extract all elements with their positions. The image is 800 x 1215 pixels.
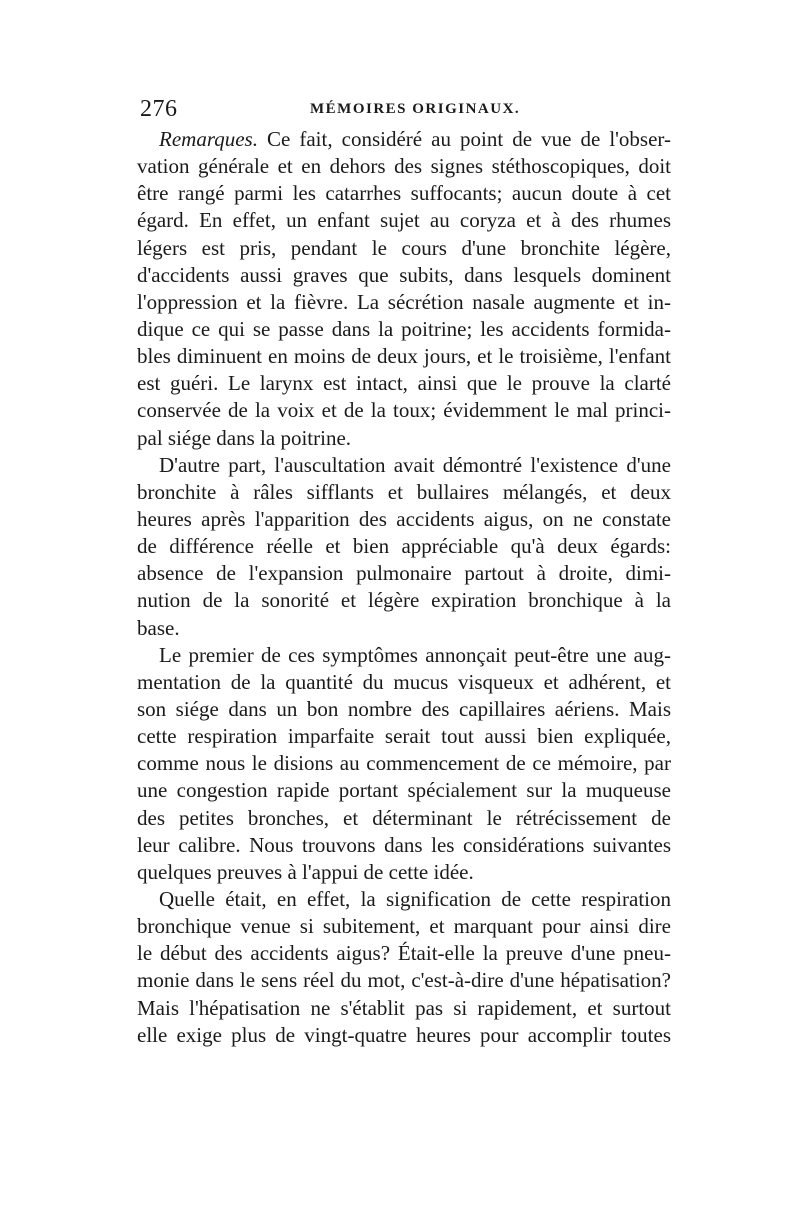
text-line: son siége dans un bon nombre des capillaires aériens. Mais: [137, 696, 671, 721]
text-line: bles diminuent en moins de deux jours, et le troisième, l'enfant: [137, 344, 671, 369]
text-line: vation générale et en dehors des signes stéthoscopiques, doit: [137, 154, 671, 179]
text-line: heures après l'apparition des accidents aigus, on ne constate: [137, 506, 671, 531]
text-line: Mais l'hépatisation ne s'établit pas si rapidement, et surtout: [137, 995, 671, 1020]
text-line: mentation de la quantité du mucus visqueux et adhérent, et: [137, 669, 671, 694]
text-line: des petites bronches, et déterminant le rétrécissement de: [137, 805, 671, 830]
text-line: monie dans le sens réel du mot, c'est-à-dire d'une hépatisation?: [137, 968, 671, 993]
page-number: 276: [140, 96, 178, 122]
text-line: Remarques. Ce fait, considéré au point de vue de l'obser-: [159, 127, 671, 151]
text-line: nution de la sonorité et légère expiration bronchique à la: [137, 588, 671, 613]
text-line: base.: [137, 615, 180, 640]
text-line: de différence réelle et bien appréciable qu'à deux égards:: [137, 534, 671, 559]
text-line: comme nous le disions au commencement de ce mémoire, par: [137, 751, 671, 776]
text-line: une congestion rapide portant spécialement sur la muqueuse: [137, 778, 671, 803]
remarks-label: Remarques.: [159, 127, 258, 151]
text-line: bronchique venue si subitement, et marquant pour ainsi dire: [137, 914, 671, 939]
text-line: légers est pris, pendant le cours d'une bronchite légère,: [137, 235, 671, 260]
text-line: cette respiration imparfaite serait tout aussi bien expliquée,: [137, 724, 671, 749]
text-line: égard. En effet, un enfant sujet au coryza et à des rhumes: [137, 208, 671, 233]
text-line: conservée de la voix et de la toux; évidemment le mal princi-: [137, 398, 671, 423]
text-line: est guéri. Le larynx est intact, ainsi que le prouve la clarté: [137, 371, 671, 396]
text-line: Quelle était, en effet, la signification de cette respiration: [159, 886, 671, 911]
text-line: quelques preuves à l'appui de cette idée.: [137, 859, 474, 884]
running-head-title: MÉMOIRES ORIGINAUX.: [310, 101, 521, 117]
text-line: dique ce qui se passe dans la poitrine; les accidents formida-: [137, 316, 671, 341]
text-line: le début des accidents aigus? Était-elle la preuve d'une pneu-: [137, 941, 671, 966]
running-head: [140, 96, 670, 126]
text-line: bronchite à râles sifflants et bullaires mélangés, et deux: [137, 479, 671, 504]
text-line: leur calibre. Nous trouvons dans les considérations suivantes: [137, 832, 671, 857]
text-line: elle exige plus de vingt-quatre heures pour accomplir toutes: [137, 1022, 671, 1047]
text-line: l'oppression et la fièvre. La sécrétion nasale augmente et in-: [137, 289, 671, 314]
text-line: pal siége dans la poitrine.: [137, 425, 352, 450]
text-line: d'accidents aussi graves que subits, dans lesquels dominent: [137, 262, 671, 287]
text-line: absence de l'expansion pulmonaire partout à droite, dimi-: [137, 561, 671, 586]
text-line: Le premier de ces symptômes annonçait peut-être une aug-: [159, 642, 671, 667]
text-line: D'autre part, l'auscultation avait démontré l'existence d'une: [159, 452, 671, 477]
text-line: être rangé parmi les catarrhes suffocants; aucun doute à cet: [137, 181, 671, 206]
body-text: [137, 126, 671, 1049]
